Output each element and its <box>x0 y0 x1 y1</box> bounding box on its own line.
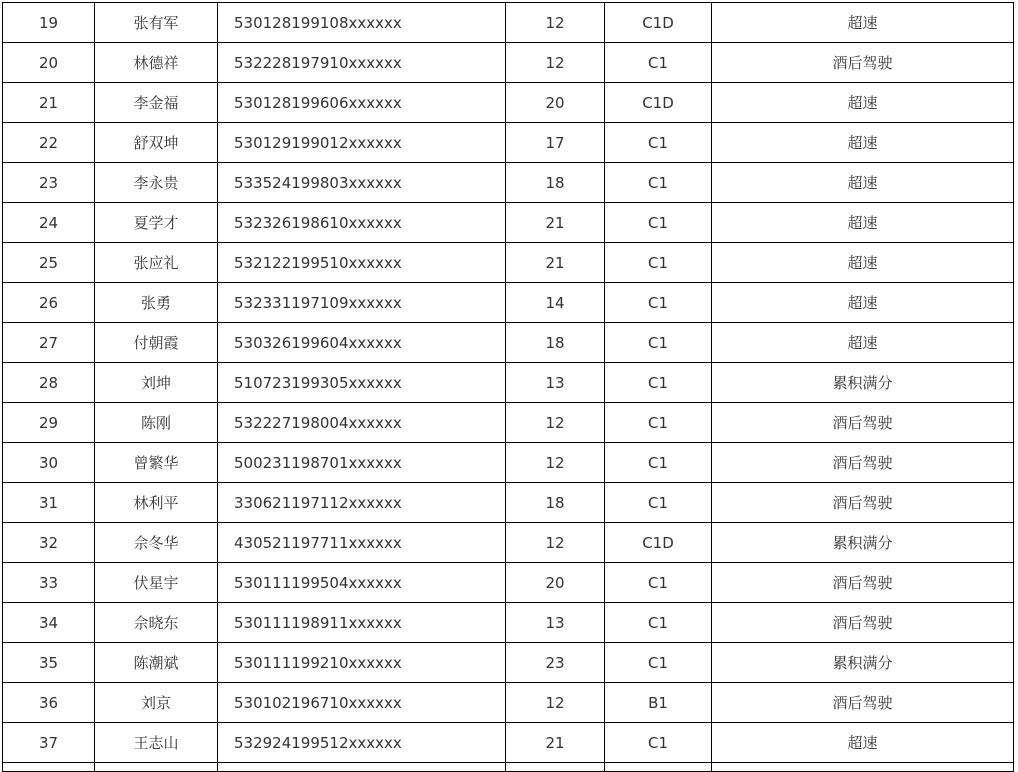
cell-name: 李永贵 <box>95 163 218 203</box>
cell-violation-reason: 超速 <box>712 3 1014 43</box>
cell-id-number: 330621197112xxxxxx <box>218 483 506 523</box>
cell-name: 夏学才 <box>95 203 218 243</box>
cell-id-number: 430521197711xxxxxx <box>218 523 506 563</box>
cell-name: 林利平 <box>95 483 218 523</box>
records-table <box>2 2 1014 772</box>
table-row <box>3 563 1014 603</box>
cell-license-class: C1 <box>605 43 712 83</box>
cell-name: 李金福 <box>95 83 218 123</box>
table-row <box>3 443 1014 483</box>
table-row <box>3 523 1014 563</box>
cell-license-class: C1D <box>605 3 712 43</box>
table-row <box>3 603 1014 643</box>
cell-points: 21 <box>506 723 605 763</box>
cell-violation-reason: 酒后驾驶 <box>712 443 1014 483</box>
cell-license-class: C1 <box>605 483 712 523</box>
table-row <box>3 243 1014 283</box>
cell-id-number: 510723199305xxxxxx <box>218 363 506 403</box>
cell-violation-reason: 累积满分 <box>712 363 1014 403</box>
cell-violation-reason: 累积满分 <box>712 643 1014 683</box>
cell-serial-number: 22 <box>3 123 95 163</box>
cell-id-number: 532227198004xxxxxx <box>218 403 506 443</box>
cell-points: 12 <box>506 403 605 443</box>
cell-serial-number: 35 <box>3 643 95 683</box>
cell-violation-reason: 超速 <box>712 323 1014 363</box>
cell-violation-reason: 超速 <box>712 283 1014 323</box>
cell-violation-reason: 超速 <box>712 243 1014 283</box>
table-row <box>3 83 1014 123</box>
cell-license-class: C1 <box>605 443 712 483</box>
cell-id-number: 532122199510xxxxxx <box>218 243 506 283</box>
cell-points: 20 <box>506 563 605 603</box>
cell-license-class: C1 <box>605 243 712 283</box>
cell-name: 伏星宇 <box>95 563 218 603</box>
cell-license-class: C1 <box>605 603 712 643</box>
table-row-partial <box>3 763 1014 772</box>
cell-id-number: 533524199803xxxxxx <box>218 163 506 203</box>
cell-violation-reason: 超速 <box>712 163 1014 203</box>
cell-name: 王志山 <box>95 723 218 763</box>
cell-name: 刘京 <box>95 683 218 723</box>
records-table-body <box>3 3 1014 772</box>
cell-points: 23 <box>506 643 605 683</box>
cell-license-class: B1 <box>605 683 712 723</box>
cell-serial-number: 34 <box>3 603 95 643</box>
table-row <box>3 683 1014 723</box>
cell-serial-number: 19 <box>3 3 95 43</box>
cell-name: 舒双坤 <box>95 123 218 163</box>
table-row <box>3 3 1014 43</box>
empty-cell <box>605 763 712 772</box>
cell-license-class: C1 <box>605 723 712 763</box>
empty-cell <box>506 763 605 772</box>
cell-name: 曾繁华 <box>95 443 218 483</box>
cell-name: 陈潮斌 <box>95 643 218 683</box>
cell-license-class: C1 <box>605 323 712 363</box>
cell-points: 18 <box>506 323 605 363</box>
cell-violation-reason: 酒后驾驶 <box>712 483 1014 523</box>
cell-name: 张勇 <box>95 283 218 323</box>
cell-points: 12 <box>506 683 605 723</box>
cell-points: 13 <box>506 603 605 643</box>
cell-violation-reason: 超速 <box>712 123 1014 163</box>
cell-points: 18 <box>506 483 605 523</box>
cell-violation-reason: 酒后驾驶 <box>712 683 1014 723</box>
cell-id-number: 530102196710xxxxxx <box>218 683 506 723</box>
table-row <box>3 203 1014 243</box>
table-row <box>3 363 1014 403</box>
cell-license-class: C1D <box>605 83 712 123</box>
cell-id-number: 530128199108xxxxxx <box>218 3 506 43</box>
cell-id-number: 530128199606xxxxxx <box>218 83 506 123</box>
cell-name: 付朝霞 <box>95 323 218 363</box>
cell-name: 佘晓东 <box>95 603 218 643</box>
cell-serial-number: 27 <box>3 323 95 363</box>
cell-license-class: C1 <box>605 363 712 403</box>
cell-license-class: C1 <box>605 283 712 323</box>
cell-license-class: C1 <box>605 163 712 203</box>
cell-id-number: 532924199512xxxxxx <box>218 723 506 763</box>
cell-violation-reason: 酒后驾驶 <box>712 563 1014 603</box>
cell-id-number: 532331197109xxxxxx <box>218 283 506 323</box>
cell-serial-number: 31 <box>3 483 95 523</box>
cell-serial-number: 25 <box>3 243 95 283</box>
cell-violation-reason: 酒后驾驶 <box>712 43 1014 83</box>
cell-serial-number: 28 <box>3 363 95 403</box>
cell-serial-number: 36 <box>3 683 95 723</box>
table-row <box>3 123 1014 163</box>
cell-points: 14 <box>506 283 605 323</box>
cell-violation-reason: 酒后驾驶 <box>712 603 1014 643</box>
cell-points: 18 <box>506 163 605 203</box>
cell-id-number: 500231198701xxxxxx <box>218 443 506 483</box>
cell-serial-number: 30 <box>3 443 95 483</box>
empty-cell <box>712 763 1014 772</box>
cell-serial-number: 21 <box>3 83 95 123</box>
cell-serial-number: 33 <box>3 563 95 603</box>
cell-points: 12 <box>506 3 605 43</box>
cell-points: 12 <box>506 523 605 563</box>
table-row <box>3 643 1014 683</box>
cell-license-class: C1 <box>605 643 712 683</box>
table-row <box>3 323 1014 363</box>
empty-cell <box>3 763 95 772</box>
table-row <box>3 723 1014 763</box>
cell-license-class: C1D <box>605 523 712 563</box>
cell-violation-reason: 超速 <box>712 723 1014 763</box>
cell-name: 林德祥 <box>95 43 218 83</box>
cell-id-number: 530111199504xxxxxx <box>218 563 506 603</box>
cell-violation-reason: 超速 <box>712 83 1014 123</box>
cell-points: 12 <box>506 443 605 483</box>
cell-license-class: C1 <box>605 123 712 163</box>
cell-serial-number: 26 <box>3 283 95 323</box>
empty-cell <box>218 763 506 772</box>
cell-serial-number: 29 <box>3 403 95 443</box>
table-row <box>3 283 1014 323</box>
cell-serial-number: 37 <box>3 723 95 763</box>
cell-name: 刘坤 <box>95 363 218 403</box>
table-row <box>3 403 1014 443</box>
cell-serial-number: 20 <box>3 43 95 83</box>
cell-id-number: 530111199210xxxxxx <box>218 643 506 683</box>
cell-points: 13 <box>506 363 605 403</box>
cell-points: 20 <box>506 83 605 123</box>
cell-id-number: 530111198911xxxxxx <box>218 603 506 643</box>
cell-id-number: 532228197910xxxxxx <box>218 43 506 83</box>
table-row <box>3 43 1014 83</box>
cell-license-class: C1 <box>605 203 712 243</box>
table-row <box>3 483 1014 523</box>
cell-name: 张应礼 <box>95 243 218 283</box>
cell-points: 17 <box>506 123 605 163</box>
table-row <box>3 163 1014 203</box>
cell-license-class: C1 <box>605 403 712 443</box>
cell-id-number: 532326198610xxxxxx <box>218 203 506 243</box>
cell-serial-number: 32 <box>3 523 95 563</box>
cell-violation-reason: 超速 <box>712 203 1014 243</box>
cell-points: 12 <box>506 43 605 83</box>
cell-name: 佘冬华 <box>95 523 218 563</box>
cell-points: 21 <box>506 203 605 243</box>
cell-id-number: 530129199012xxxxxx <box>218 123 506 163</box>
cell-points: 21 <box>506 243 605 283</box>
cell-license-class: C1 <box>605 563 712 603</box>
cell-name: 陈刚 <box>95 403 218 443</box>
cell-violation-reason: 累积满分 <box>712 523 1014 563</box>
cell-name: 张有军 <box>95 3 218 43</box>
empty-cell <box>95 763 218 772</box>
cell-violation-reason: 酒后驾驶 <box>712 403 1014 443</box>
cell-serial-number: 24 <box>3 203 95 243</box>
cell-id-number: 530326199604xxxxxx <box>218 323 506 363</box>
cell-serial-number: 23 <box>3 163 95 203</box>
